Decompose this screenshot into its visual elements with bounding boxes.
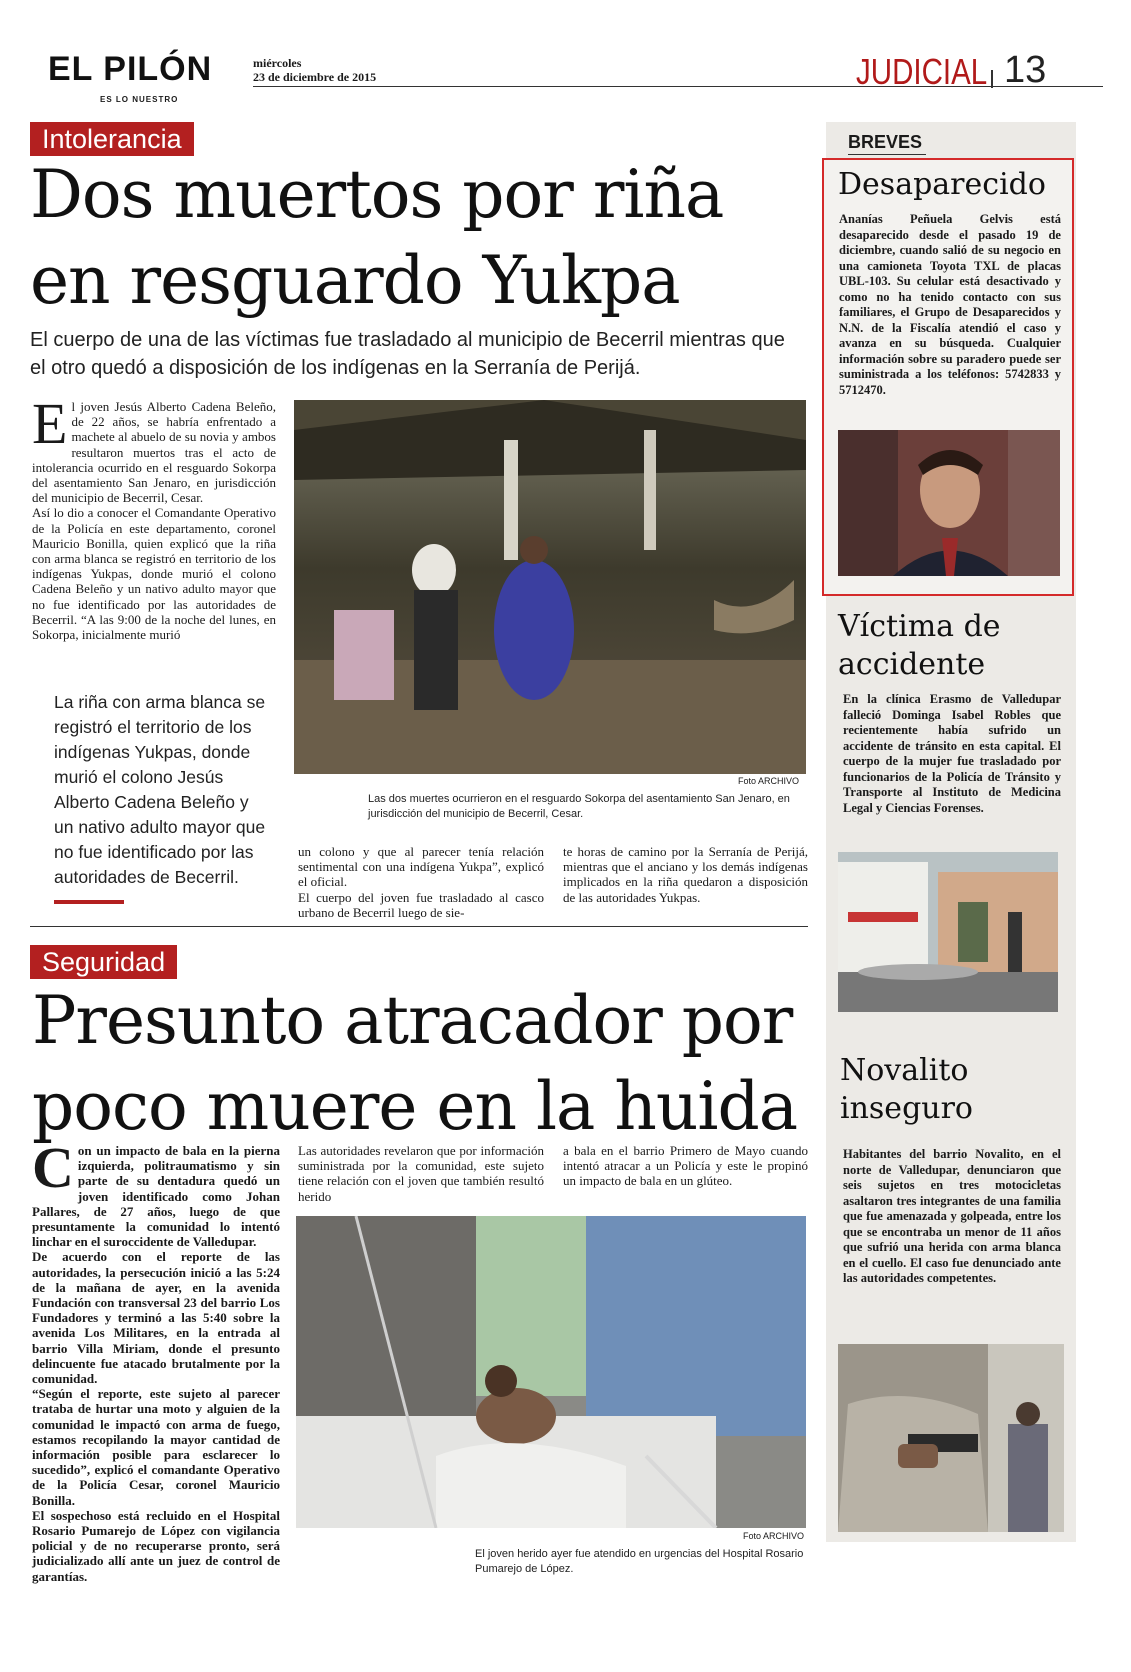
article1-col2 bbox=[298, 844, 544, 920]
sidebar-label: BREVES bbox=[848, 132, 923, 152]
article2-paragraph2: De acuerdo con el reporte de las autoridades, la persecución inició a las 5:24 de la mañana de ayer, en la avenida Fundación con transversal 23 del barrio Los Fundadores y terminó a las 5:40 sobre la avenida Los Militares, en la entrada al barrio Villa Miriam, donde el presunto delincuente fue atacado brutalmente por la comunidad. bbox=[32, 1249, 280, 1387]
sidebar-label-rule bbox=[848, 154, 926, 155]
hospital-photo bbox=[296, 1216, 806, 1528]
brief3-title bbox=[840, 1052, 973, 1128]
ambulance-scene-photo bbox=[838, 852, 1058, 1012]
article-divider bbox=[30, 926, 808, 927]
issue-date bbox=[253, 56, 376, 84]
article1-photo bbox=[294, 400, 806, 774]
brief3-text: Habitantes del barrio Novalito, en el norte de Valledupar, denunciaron que seis sujetos en tres motocicletas asaltaron tres integrantes de una familia que fue amenazada y golpeada, entre los que se encontraba un menor de 11 años que sufrió una herida con arma blanca en el cuello. El caso fue denunciado ante las autoridades competentes. bbox=[843, 1147, 1061, 1285]
article2-paragraph1: on un impacto de bala en la pierna izquierda, politraumatismo y sin parte de su dentadura quedó un joven identificado como Johan Pallares, de 27 años, luego de que presuntamente la comunidad lo intentó linchar en el suroccidente de Valledupar. bbox=[32, 1143, 280, 1250]
brief1-photo bbox=[838, 430, 1060, 576]
brief3-title-line1: Novalito bbox=[840, 1053, 969, 1088]
article1-paragraph2: Así lo dio a conocer el Comandante Operativo de la Policía en este departamento, coronel Mauricio Bonilla, quien explicó que la riña con arma blanca se registró en territorio de los indígenas Yukpas, donde murió el colono Cadena Beleño y un nativo adulto mayor que no fue identificado por las autoridades de Becerril. “A las 9:00 de la noche del lunes, en Sokorpa, inicialmente murió bbox=[32, 505, 276, 643]
brief2-text: En la clínica Erasmo de Valledupar falleció Dominga Isabel Robles que recientemente había sufrido un accidente de tránsito en esta capital. El cuerpo de la mujer fue trasladado por funcionarios de la Policía de Tránsito y Transporte al Instituto de Medicina Legal y Ciencias Forenses. bbox=[843, 692, 1061, 815]
article2-photo bbox=[296, 1216, 806, 1528]
article2-col1 bbox=[32, 1135, 280, 1584]
logo-tagline: ES LO NUESTRO bbox=[100, 95, 179, 104]
article1-paragraph4: El cuerpo del joven fue trasladado al casco urbano de Becerril luego de sie- bbox=[298, 889, 544, 920]
brief2-title-line1: Víctima de bbox=[838, 609, 1001, 644]
armed-robber-photo bbox=[838, 1344, 1064, 1532]
article1-col3: te horas de camino por la Serranía de Perijá, mientras que el anciano y los demás indígenas implicados en la riña quedaron a disposición de las autoridades Yukpas. bbox=[563, 844, 808, 905]
article1-photo-credit: Foto ARCHIVO bbox=[738, 776, 800, 786]
article2-photo-credit: Foto ARCHIVO bbox=[743, 1531, 805, 1541]
article1-headline-line1: Dos muertos por riña bbox=[30, 156, 724, 233]
brief3-photo bbox=[838, 1344, 1064, 1532]
brief2-title bbox=[838, 608, 1001, 684]
newspaper-logo: EL PILÓN bbox=[48, 50, 213, 88]
article2-col3: a bala en el barrio Primero de Mayo cuando intentó atracar a un Policía y este le propinó un impacto de bala en un glúteo. bbox=[563, 1143, 808, 1189]
article1-paragraph3: un colono y que al parecer tenía relación sentimental con una indígena Yukpa”, explicó el oficial. bbox=[298, 844, 544, 890]
brief1-text: Ananías Peñuela Gelvis está desaparecido desde el pasado 19 de diciembre, cuando salió de su negocio en una camioneta Toyota TXL de placas UBL-103. Su celular está desactivado y como no ha tenido contacto con sus familiares, el Grupo de Desaparecidos y N.N. de la Fiscalía atendió el caso y avanza en su búsqueda. Cualquier información sobre su paradero puede ser suministrada a los teléfonos: 5742833 y 5712470. bbox=[839, 212, 1061, 397]
article2-paragraph4: El sospechoso está recluido en el Hospital Rosario Pumarejo de López con vigilancia policial y de no recuperarse pronto, será judicializado allí ante un juez de control de garantías. bbox=[32, 1507, 280, 1584]
article2-headline bbox=[32, 978, 812, 1150]
article2-headline-line2: poco muere en la huida bbox=[32, 1068, 798, 1145]
brief1-title: Desaparecido bbox=[838, 167, 1046, 202]
missing-person-portrait bbox=[838, 430, 1060, 576]
article2-tag: Seguridad bbox=[30, 945, 177, 979]
brief3-title-line2: inseguro bbox=[840, 1091, 973, 1126]
header-separator bbox=[991, 70, 993, 88]
page-number: 13 bbox=[1004, 49, 1047, 91]
weekday: miércoles bbox=[253, 56, 302, 70]
date: 23 de diciembre de 2015 bbox=[253, 70, 377, 84]
article1-pullquote: La riña con arma blanca se registró el territorio de los indígenas Yukpas, donde murió el colono Jesús Alberto Cadena Beleño y un nativo adulto mayor que no fue identificado por las autoridades de Becerril. bbox=[54, 692, 266, 887]
pullquote-rule bbox=[54, 900, 124, 904]
brief2-title-line2: accidente bbox=[838, 647, 986, 682]
article1-headline bbox=[30, 152, 810, 324]
article1-paragraph1: l joven Jesús Alberto Cadena Beleño, de 22 años, se habría enfrentado a machete al abuelo de su novia y ambos resultaron muertos tras el acto de intolerancia ocurrido en el resguardo Sokorpa del asentamiento San Jenaro, en jurisdicción del municipio de Becerril, Cesar. bbox=[32, 399, 276, 506]
section-name: JUDICIAL bbox=[856, 51, 988, 92]
article2-paragraph3: “Según el reporte, este sujeto al parecer trataba de hurtar una moto y alguien de la comunidad le impactó con arma de fuego, estamos recopilando la mayor cantidad de información posible para esclarecer lo sucedido”, explicó el comandante Operativo de la Policía Cesar, coronel Mauricio Bonilla. bbox=[32, 1386, 280, 1508]
brief2-photo bbox=[838, 852, 1058, 1012]
article1-dropcap: E bbox=[32, 391, 68, 456]
article1-tag: Intolerancia bbox=[30, 122, 194, 156]
article1-caption: Las dos muertes ocurrieron en el resguardo Sokorpa del asentamiento San Jenaro, en jurisdicción del municipio de Becerril, Cesar. bbox=[368, 793, 790, 820]
gathering-photo bbox=[294, 400, 806, 774]
article2-dropcap: C bbox=[32, 1135, 74, 1200]
article1-col1 bbox=[32, 391, 276, 643]
article1-deck: El cuerpo de una de las víctimas fue trasladado al municipio de Becerril mientras que el otro quedó a disposición de los indígenas en la Serranía de Perijá. bbox=[30, 329, 785, 379]
article2-col2: Las autoridades revelaron que por información suministrada por la comunidad, este sujeto tiene relación con el joven que también resultó herido bbox=[298, 1143, 544, 1204]
article1-headline-line2: en resguardo Yukpa bbox=[30, 242, 680, 319]
article2-caption: El joven herido ayer fue atendido en urgencias del Hospital Rosario Pumarejo de López. bbox=[475, 1548, 804, 1575]
article2-headline-line1: Presunto atracador por bbox=[32, 982, 793, 1059]
